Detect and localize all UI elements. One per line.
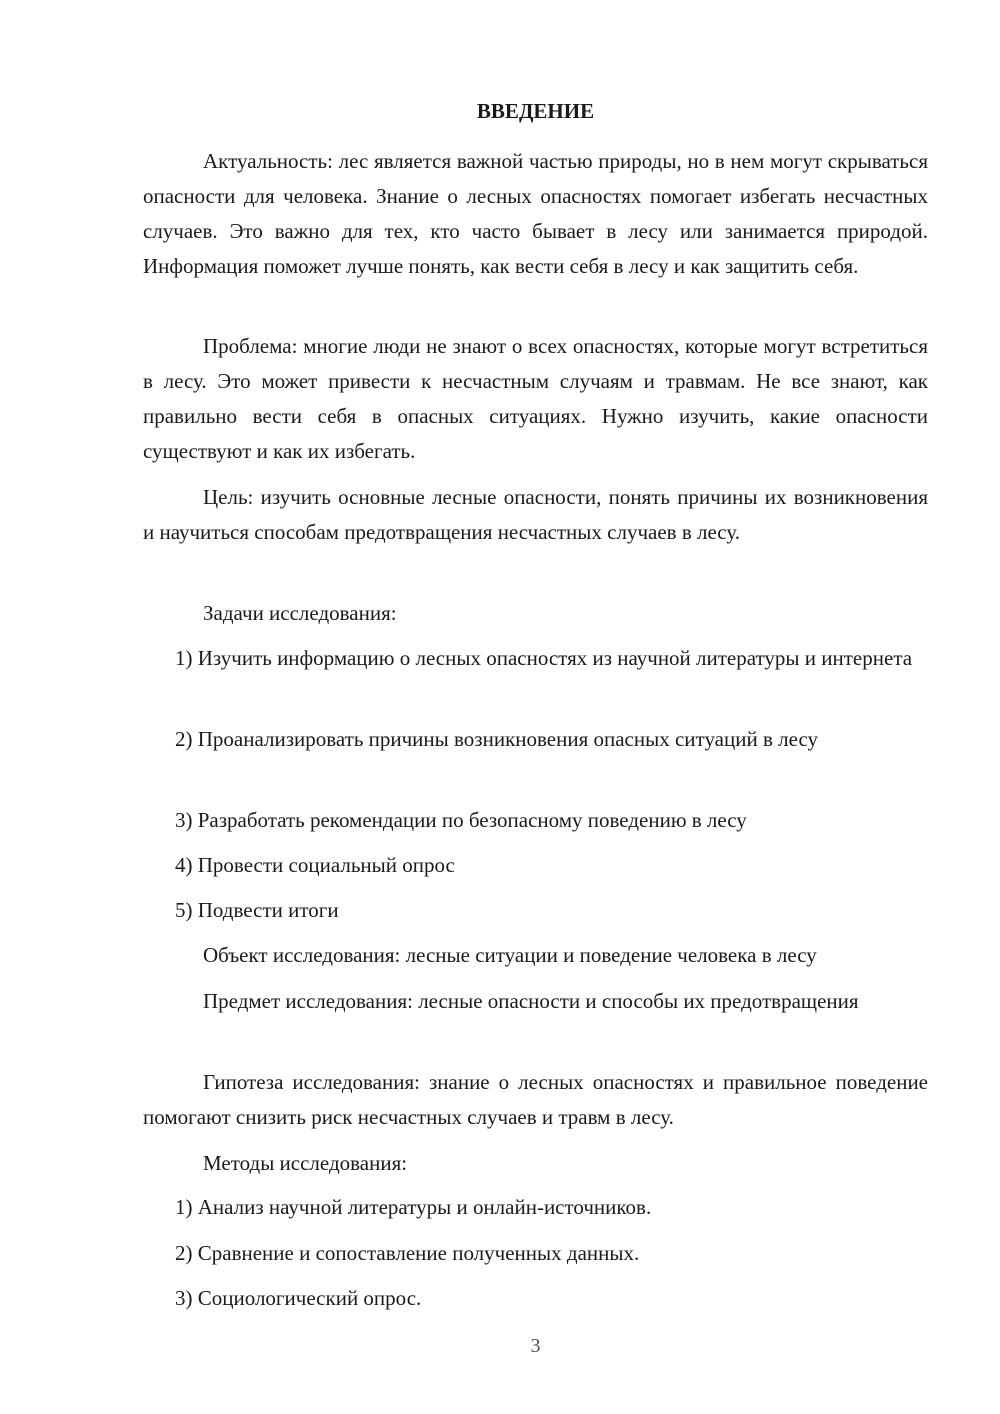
goal-paragraph: Цель: изучить основные лесные опасности, понять причины их возникновения и научиться способам предотвращения несчастных случаев в лесу. bbox=[143, 485, 928, 544]
page-number: 3 bbox=[530, 1335, 541, 1357]
relevance-paragraph: Актуальность: лес является важной частью природы, но в нем могут скрываться опасности для человека. Знание о лесных опасностях помогает избегать несчастных случаев. Это важно для тех, кто часто бывает в лесу или занимается природой. Информация поможет лучше понять, как вести себя в лесу и как защитить себя. bbox=[143, 149, 928, 278]
method-item-2: 2) Сравнение и сопоставление полученных данных. bbox=[175, 1241, 640, 1265]
task-item-3: 3) Разработать рекомендации по безопасному поведению в лесу bbox=[175, 808, 747, 832]
page-title: ВВЕДЕНИЕ bbox=[476, 99, 595, 123]
methods-heading: Методы исследования: bbox=[203, 1151, 408, 1175]
problem-paragraph: Проблема: многие люди не знают о всех опасностях, которые могут встретиться в лесу. Это может привести к несчастным случаям и травмам. Не все знают, как правильно вести себя в опасных ситуациях. Нужно изучить, какие опасности существуют и как их избегать. bbox=[143, 334, 928, 463]
method-item-3: 3) Социологический опрос. bbox=[175, 1286, 422, 1310]
method-item-1: 1) Анализ научной литературы и онлайн-источников. bbox=[175, 1195, 652, 1219]
hypothesis-paragraph: Гипотеза исследования: знание о лесных опасностях и правильное поведение помогают снизить риск несчастных случаев и травм в лесу. bbox=[143, 1070, 928, 1129]
task-item-2: 2) Проанализировать причины возникновения опасных ситуаций в лесу bbox=[175, 727, 818, 751]
subject-paragraph: Предмет исследования: лесные опасности и способы их предотвращения bbox=[203, 989, 859, 1013]
task-item-4: 4) Провести социальный опрос bbox=[175, 853, 455, 877]
tasks-heading: Задачи исследования: bbox=[203, 601, 397, 625]
task-item-5: 5) Подвести итоги bbox=[175, 898, 339, 922]
object-paragraph: Объект исследования: лесные ситуации и поведение человека в лесу bbox=[203, 943, 817, 967]
task-item-1: 1) Изучить информацию о лесных опасностях из научной литературы и интернета bbox=[175, 646, 913, 670]
